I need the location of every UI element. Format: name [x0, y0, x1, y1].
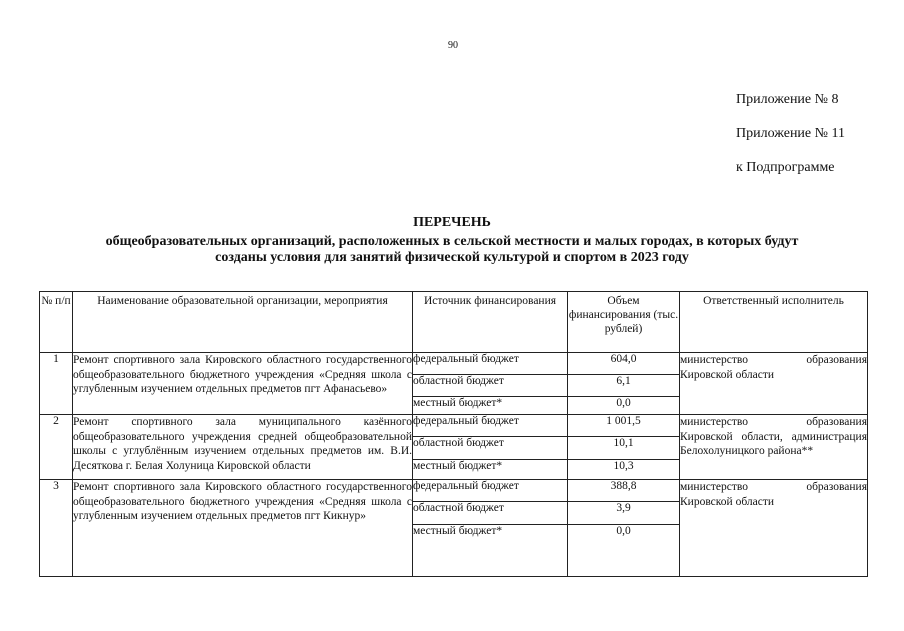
funding-table	[39, 291, 868, 577]
header-num: № п/п	[40, 292, 73, 353]
organization-name: Ремонт спортивного зала муниципального казённого общеобразовательного учреждения средней общеобразовательной школы с углублённым изучением отдельных предметов им. В.И. Десяткова г. Белая Холуница Кировской области	[73, 415, 413, 480]
funding-amount: 1 001,5	[568, 415, 680, 437]
funding-source: федеральный бюджет	[413, 415, 568, 437]
row-number: 1	[40, 353, 73, 415]
funding-amount: 3,9	[568, 502, 680, 525]
responsible-executor: министерство образования Кировской области	[680, 353, 868, 415]
funding-source: местный бюджет*	[413, 460, 568, 480]
funding-amount: 388,8	[568, 480, 680, 502]
row-number: 3	[40, 480, 73, 577]
document-title-line-2: созданы условия для занятий физической культурой и спортом в 2023 году	[215, 250, 689, 265]
responsible-executor: министерство образования Кировской области, администрация Белохолуницкого района**	[680, 415, 868, 480]
funding-amount: 604,0	[568, 353, 680, 375]
header-responsible: Ответственный исполнитель	[680, 292, 868, 353]
organization-name: Ремонт спортивного зала Кировского областного государственного общеобразовательного бюджетного учреждения «Средняя школа с углубленным изучением отдельных предметов пгт Афанасьево»	[73, 353, 413, 415]
table-row	[40, 480, 868, 502]
header-amount: Объем финансирования (тыс. рублей)	[568, 292, 680, 353]
funding-source: областной бюджет	[413, 375, 568, 397]
funding-amount: 0,0	[568, 525, 680, 577]
funding-amount: 6,1	[568, 375, 680, 397]
document-title-line-1: общеобразовательных организаций, расположенных в сельской местности и малых городах, в которых будут	[105, 234, 799, 249]
table-header-row	[40, 292, 868, 353]
row-number: 2	[40, 415, 73, 480]
funding-source: областной бюджет	[413, 437, 568, 460]
funding-amount: 0,0	[568, 397, 680, 415]
funding-source: местный бюджет*	[413, 525, 568, 577]
header-name: Наименование образовательной организации, мероприятия	[73, 292, 413, 353]
funding-source: федеральный бюджет	[413, 480, 568, 502]
funding-source: федеральный бюджет	[413, 353, 568, 375]
subprogram-label: к Подпрограмме	[736, 160, 835, 175]
table-row	[40, 353, 868, 375]
appendix-label-11: Приложение № 11	[736, 126, 845, 141]
funding-source: областной бюджет	[413, 502, 568, 525]
funding-source: местный бюджет*	[413, 397, 568, 415]
appendix-label-8: Приложение № 8	[736, 92, 839, 107]
header-source: Источник финансирования	[413, 292, 568, 353]
responsible-executor: министерство образования Кировской области	[680, 480, 868, 577]
table-row	[40, 415, 868, 437]
table-body	[40, 353, 868, 577]
organization-name: Ремонт спортивного зала Кировского областного государственного общеобразовательного бюджетного учреждения «Средняя школа с углубленным изучением отдельных предметов пгт Кикнур»	[73, 480, 413, 577]
funding-amount: 10,1	[568, 437, 680, 460]
document-heading: ПЕРЕЧЕНЬ	[413, 215, 491, 230]
page-number: 90	[448, 40, 458, 51]
funding-amount: 10,3	[568, 460, 680, 480]
